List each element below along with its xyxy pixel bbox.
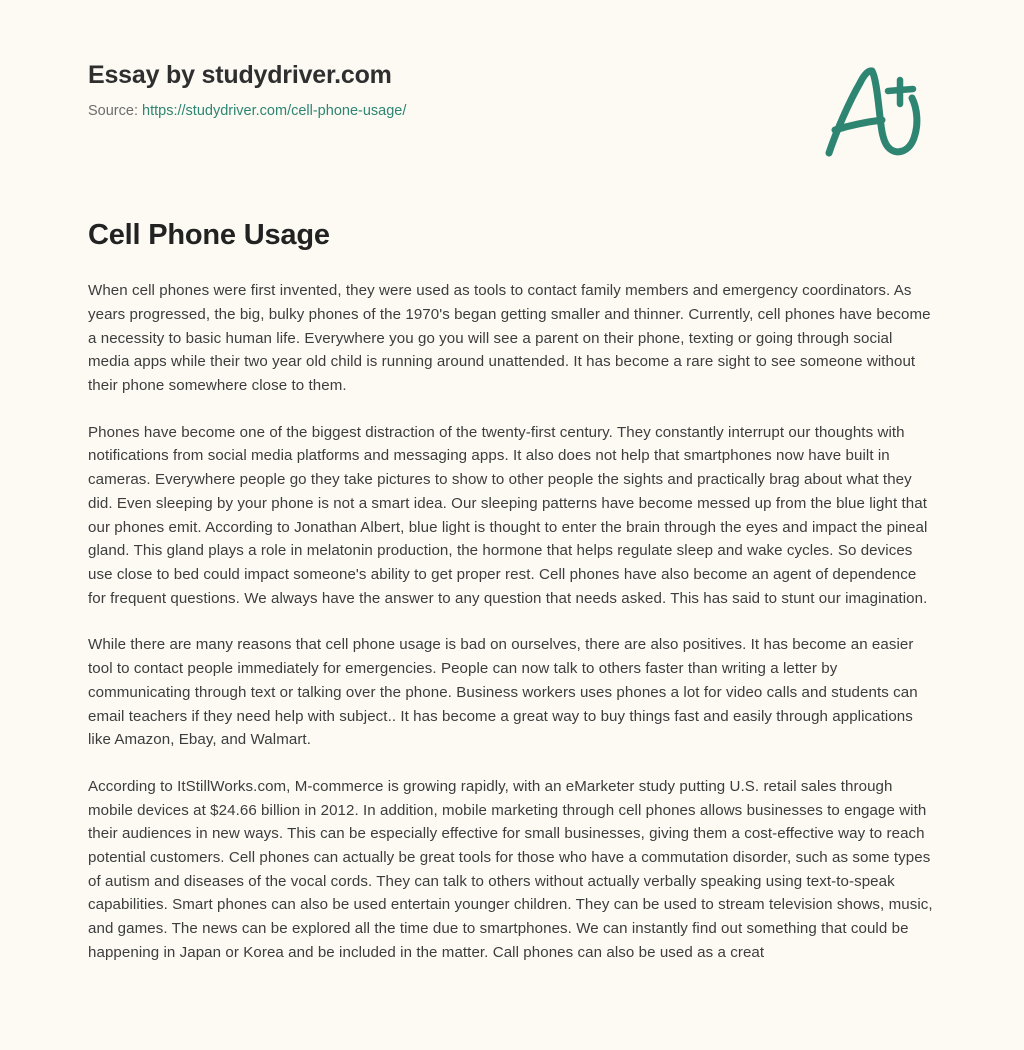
brand-byline: Essay by studydriver.com (88, 61, 392, 89)
paragraph: Phones have become one of the biggest distraction of the twenty-first century. They constantly interrupt our thoughts with notifications from social media platforms and messaging apps. It also does not help that smartphones now have built in cameras. Everywhere people go they take pictures to show to other people the sights and practically brag about what they did. Even sleeping by your phone is not a smart idea. Our sleeping patterns have become messed up from the blue light that our phones emit. According to Jonathan Albert, blue light is thought to enter the brain through the eyes and impact the pineal gland. This gland plays a role in melatonin production, the hormone that helps regulate sleep and wake cycles. So devices use close to bed could impact someone's ability to get proper rest. Cell phones have also become an agent of dependence for frequent questions. We always have the answer to any question that needs asked. This has said to stunt our imagination. (88, 423, 928, 607)
paragraph: When cell phones were first invented, they were used as tools to contact family members and emergency coordinators. As years progressed, the big, bulky phones of the 1970's began getting smaller and thinner. Currently, cell phones have become a necessity to basic human life. Everywhere you go you will see a parent on their phone, texting or going through social media apps while their two year old child is running around unattended. It has become a rare sight to see someone without their phone somewhere close to them. (88, 282, 931, 395)
page-title: Cell Phone Usage (88, 219, 330, 251)
source-url-link[interactable]: https://studydriver.com/cell-phone-usage/ (142, 103, 407, 119)
source-label: Source: (88, 103, 138, 119)
paragraph: While there are many reasons that cell phone usage is bad on ourselves, there are also positives. It has become an easier tool to contact people immediately for emergencies. People can now talk to others faster than writing a letter by communicating through text or talking over the phone. Business workers uses phones a lot for video calls and students can email teachers if they need help with subject.. It has become a great way to buy things fast and easily through applications like Amazon, Ebay, and Walmart. (88, 636, 918, 749)
a-plus-logo[interactable] (816, 60, 936, 165)
source-line (88, 102, 936, 122)
a-plus-logo-icon (816, 60, 936, 165)
paragraph: According to ItStillWorks.com, M-commerce is growing rapidly, with an eMarketer study putting U.S. retail sales through mobile devices at $24.66 billion in 2012. In addition, mobile marketing through cell phones allows businesses to engage with their audiences in new ways. This can be especially effective for small businesses, giving them a cost-effective way to reach potential customers. Cell phones can actually be great tools for those who have a commutation disorder, such as some types of autism and diseases of the vocal cords. They can talk to others without actually verbally speaking using text-to-speak capabilities. Smart phones can also be used entertain younger children. They can be used to stream television shows, music, and games. The news can be explored all the time due to smartphones. We can instantly find out something that could be happening in Japan or Korea and be included in the matter. Call phones can also be used as a creat (88, 777, 933, 961)
essay-body (88, 253, 936, 964)
page-header (88, 0, 936, 120)
